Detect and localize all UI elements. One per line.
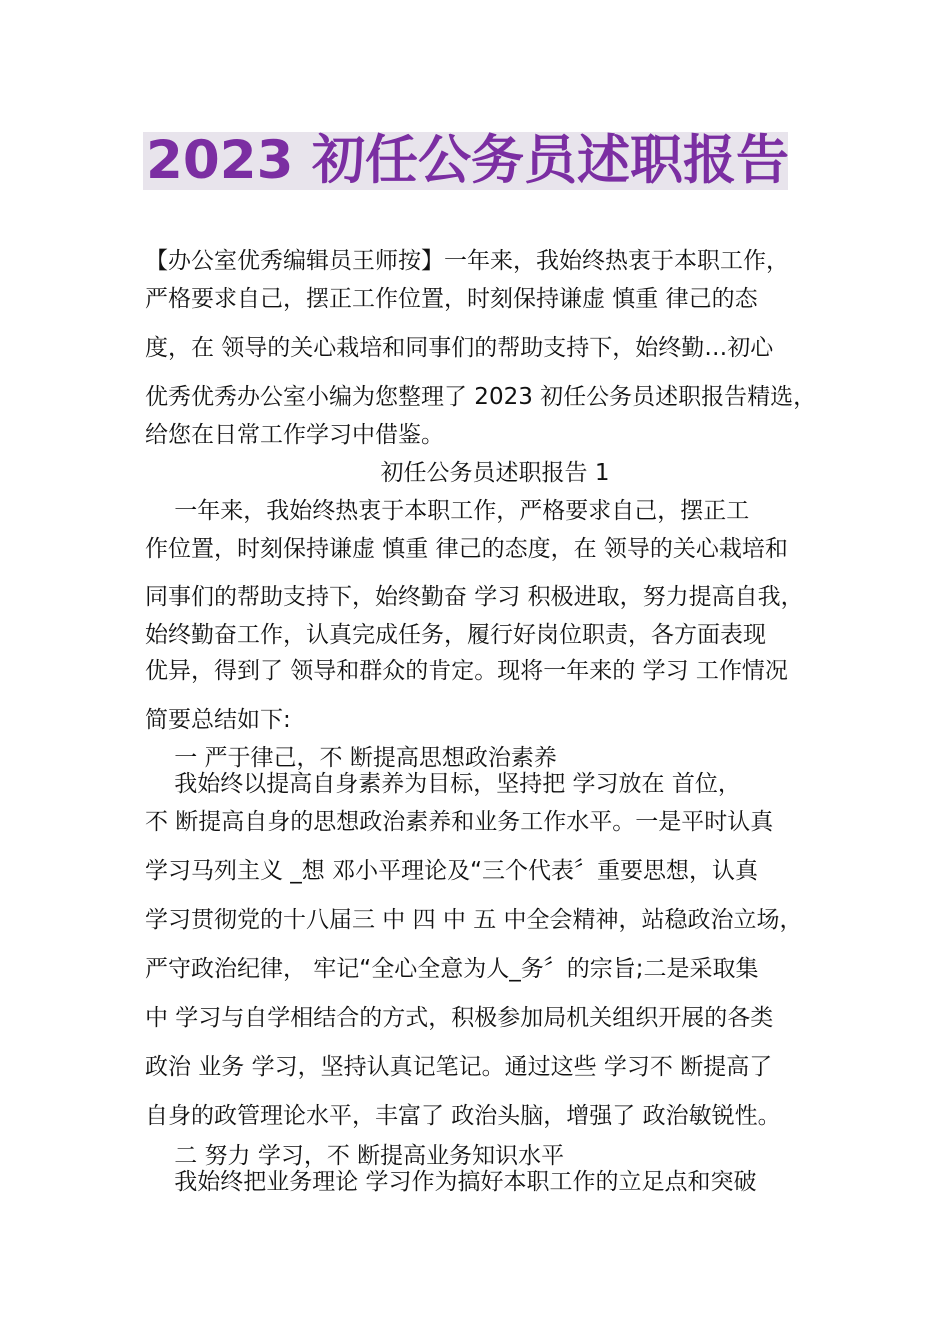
- body-line: 不 断提高自身的思想政治素养和业务工作水平。一是平时认真: [145, 809, 774, 835]
- body-line: 优秀优秀办公室小编为您整理了 2023 初任公务员述职报告精选，: [145, 384, 817, 410]
- section-heading: 初任公务员述职报告 1: [380, 460, 610, 486]
- body-line: 自身的政管理论水平，丰富了 政治头脑，增强了 政治敏锐性。: [145, 1103, 781, 1129]
- body-line: 【办公室优秀编辑员王师按】一年来，我始终热衷于本职工作，: [145, 248, 789, 274]
- body-line: 度，在 领导的关心栽培和同事们的帮助支持下，始终勤…初心: [145, 335, 774, 361]
- document-title: 2023 初任公务员述职报告: [146, 130, 789, 191]
- subheading: 二 努力 学习，不 断提高业务知识水平: [145, 1143, 565, 1169]
- body-line: 简要总结如下:: [145, 707, 291, 733]
- body-line: 严格要求自己，摆正工作位置，时刻保持谦虚 慎重 律己的态: [145, 286, 758, 312]
- body-line: 学习马列主义 _想 邓小平理论及“三个代表〞重要思想，认真: [145, 858, 759, 884]
- body-line: 严守政治纪律， 牢记“全心全意为人_务〞的宗旨;二是采取集: [145, 956, 759, 982]
- body-line: 给您在日常工作学习中借鉴。: [145, 422, 444, 448]
- body-line: 我始终把业务理论 学习作为搞好本职工作的立足点和突破: [145, 1169, 757, 1195]
- body-line: 同事们的帮助支持下，始终勤奋 学习 积极进取，努力提高自我，: [145, 584, 804, 610]
- body-line: 一年来，我始终热衷于本职工作，严格要求自己，摆正工: [145, 498, 750, 524]
- body-line: 学习贯彻党的十八届三 中 四 中 五 中全会精神，站稳政治立场，: [145, 907, 803, 933]
- body-line: 优异，得到了 领导和群众的肯定。现将一年来的 学习 工作情况: [145, 658, 788, 684]
- body-line: 我始终以提高自身素养为目标，坚持把 学习放在 首位，: [145, 771, 741, 797]
- body-line: 政治 业务 学习，坚持认真记笔记。通过这些 学习不 断提高了: [145, 1054, 773, 1080]
- subheading: 一 严于律己，不 断提高思想政治素养: [145, 745, 557, 771]
- body-line: 中 学习与自学相结合的方式，积极参加局机关组织开展的各类: [145, 1005, 774, 1031]
- body-line: 作位置，时刻保持谦虚 慎重 律己的态度，在 领导的关心栽培和: [145, 536, 788, 562]
- body-line: 始终勤奋工作，认真完成任务，履行好岗位职责，各方面表现: [145, 622, 766, 648]
